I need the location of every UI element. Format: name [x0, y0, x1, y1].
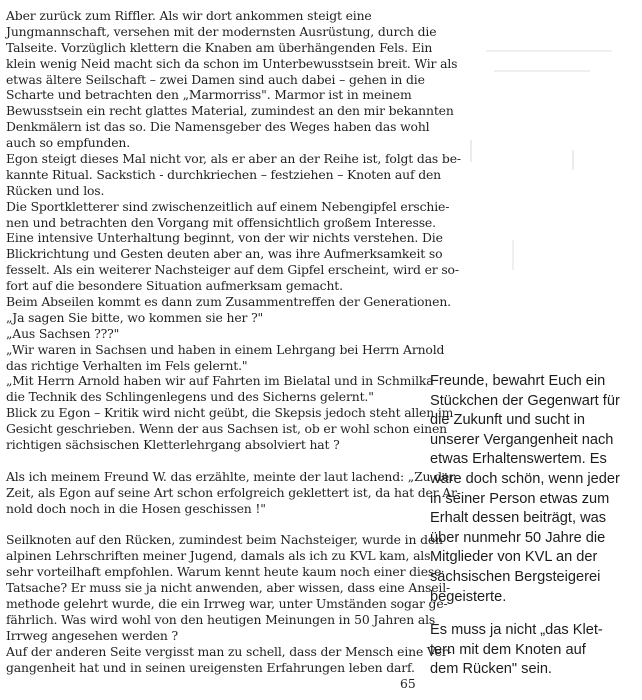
body-text-line: gangenheit hat und in seinen ureigensten Erfahrungen leben darf.	[6, 659, 415, 675]
body-text-line: Beim Abseilen kommt es dann zum Zusammentreffen der Generationen.	[6, 294, 451, 310]
body-text-line: „Aus Sachsen ???"	[6, 325, 120, 341]
body-text-line: sehr vorteilhaft empfohlen. Warum kennt heute kaum noch einer diese	[6, 564, 442, 580]
sidebar-text-line: Mitglieder von KVL an der	[430, 549, 598, 566]
sidebar-quote	[430, 372, 636, 680]
sidebar-text-line: die Zukunft und sucht in	[430, 412, 585, 429]
body-text-line: Irrweg angesehen werden ?	[6, 627, 179, 643]
body-text-line: Denkmälern ist das so. Die Namensgeber des Weges haben das wohl	[6, 119, 430, 135]
sidebar-text-line: unserer Vergangenheit nach	[430, 431, 614, 448]
body-text-line: Gesicht geschrieben. Wenn der aus Sachsen ist, ob er wohl schon einen	[6, 421, 447, 437]
sidebar-text-line: Es muss ja nicht „das Klet-	[430, 622, 603, 639]
body-text-line: das richtige Verhalten im Fels gelernt."	[6, 357, 248, 373]
show-through-mark	[512, 240, 514, 270]
body-text-line: Scharte und betrachten den „Marmorriss". Marmor ist in meinem	[6, 87, 412, 103]
body-text-line: Aber zurück zum Riffler. Als wir dort ankommen steigt eine	[6, 8, 372, 23]
body-text-line: Zeit, als Egon auf seine Art schon erfolgreich geklettert ist, da hat der Ar-	[6, 484, 461, 500]
body-text-line: auch so empfunden.	[6, 135, 131, 151]
body-text-line: fesselt. Als ein weiterer Nachsteiger auf dem Gipfel erscheint, wird er so-	[6, 262, 459, 278]
body-text-line: Jungmannschaft, versehen mit der modernsten Ausrüstung, durch die	[6, 23, 437, 39]
body-text-line: „Ja sagen Sie bitte, wo kommen sie her ?"	[6, 309, 264, 325]
body-text-line: Blick zu Egon – Kritik wird nicht geübt, die Skepsis jedoch steht allen im	[6, 405, 454, 421]
body-text-line: Talseite. Vorzüglich klettern die Knaben am überhängenden Fels. Ein	[6, 39, 433, 55]
body-text-line: die Technik des Schlingenlegens und des Sicherns gelernt."	[6, 389, 374, 405]
sidebar-text-line: etwas Erhaltenswertem. Es	[430, 451, 607, 468]
body-text-line: Seilknoten auf den Rücken, zumindest beim Nachsteiger, wurde in den	[6, 532, 443, 548]
show-through-mark	[572, 150, 574, 170]
paragraph-gap	[6, 453, 414, 469]
sidebar-text-line: tern mit dem Knoten auf	[430, 641, 586, 658]
body-text-line: „Mit Herrn Arnold haben wir auf Fahrten im Bielatal und in Schmilka	[6, 373, 434, 389]
body-text-line: richtigen sächsischen Kletterlehrgang absolviert hat ?	[6, 437, 340, 453]
body-text-line: nen und betrachten den Vorgang mit offensichtlich großem Interesse.	[6, 214, 436, 230]
body-text-line: alpinen Lehrschriften meiner Jugend, damals als ich zu KVL kam, als	[6, 548, 431, 564]
sidebar-text-line: dem Rücken" sein.	[430, 661, 552, 678]
body-text-line: methode gelehrt wurde, die ein Irrweg war, unter Umständen sogar ge-	[6, 595, 448, 611]
body-text-line: Die Sportkletterer sind zwischenzeitlich auf einem Nebengipfel erschie-	[6, 198, 450, 214]
body-text-line: fort auf die besondere Situation aufmerksam gemacht.	[6, 278, 343, 294]
sidebar-text-line: sächsischen Bergsteigerei	[430, 568, 601, 585]
main-text-column	[6, 8, 461, 675]
body-text-line: Rücken und los.	[6, 182, 105, 198]
paragraph-gap	[6, 517, 414, 533]
show-through-mark	[470, 140, 472, 162]
sidebar-text-line: Erhalt dessen beiträgt, was	[430, 510, 607, 527]
body-text-line: „Wir waren in Sachsen und haben in einem Lehrgang bei Herrn Arnold	[6, 341, 445, 357]
body-text-line: kannte Ritual. Sackstich - durchkriechen – festziehen – Knoten auf den	[6, 166, 441, 182]
sidebar-text-line: begeisterte.	[430, 588, 507, 605]
show-through-line	[494, 70, 590, 72]
body-text-line: nold doch noch in die Hosen geschissen !"	[6, 500, 266, 516]
body-text-line: Eine intensive Unterhaltung beginnt, von der wir nichts verstehen. Die	[6, 230, 443, 246]
body-text-line: etwas ältere Seilschaft – zwei Damen sind auch dabei – gehen in die	[6, 71, 425, 87]
body-text-line: klein wenig Neid macht sich da schon im Unterbewusstsein breit. Wir als	[6, 55, 458, 71]
sidebar-text-line: Stückchen der Gegenwart für	[430, 392, 620, 409]
sidebar-text-line: in seiner Person etwas zum	[430, 490, 610, 507]
body-text-line: Egon steigt dieses Mal nicht vor, als er aber an der Reihe ist, folgt das be-	[6, 151, 461, 167]
body-text-line: Auf der anderen Seite vergisst man zu schell, dass der Mensch eine Ver-	[6, 643, 452, 659]
body-text-line: Tatsache? Er muss sie ja nicht anwenden, aber wissen, dass eine Anseil-	[6, 580, 451, 596]
body-text-line: fährlich. Was wird wohl von den heutigen Meinungen in 50 Jahren als	[6, 611, 436, 627]
sidebar-text-line: über nunmehr 50 Jahre die	[430, 529, 606, 546]
sidebar-text-line: Freunde, bewahrt Euch ein	[430, 373, 606, 389]
body-text-line: Blickrichtung und Gesten deuten aber an, was ihre Aufmerksamkeit so	[6, 246, 443, 262]
paragraph-gap	[430, 607, 636, 621]
body-text-line: Bewusstsein ein recht glattes Material, zumindest an den mir bekannten	[6, 103, 454, 119]
page-number: 65	[400, 676, 416, 691]
sidebar-text-line: wäre doch schön, wenn jeder	[430, 470, 620, 487]
body-text-line: Als ich meinem Freund W. das erzählte, meinte der laut lachend: „Zu der	[6, 468, 455, 484]
show-through-line	[486, 50, 612, 52]
